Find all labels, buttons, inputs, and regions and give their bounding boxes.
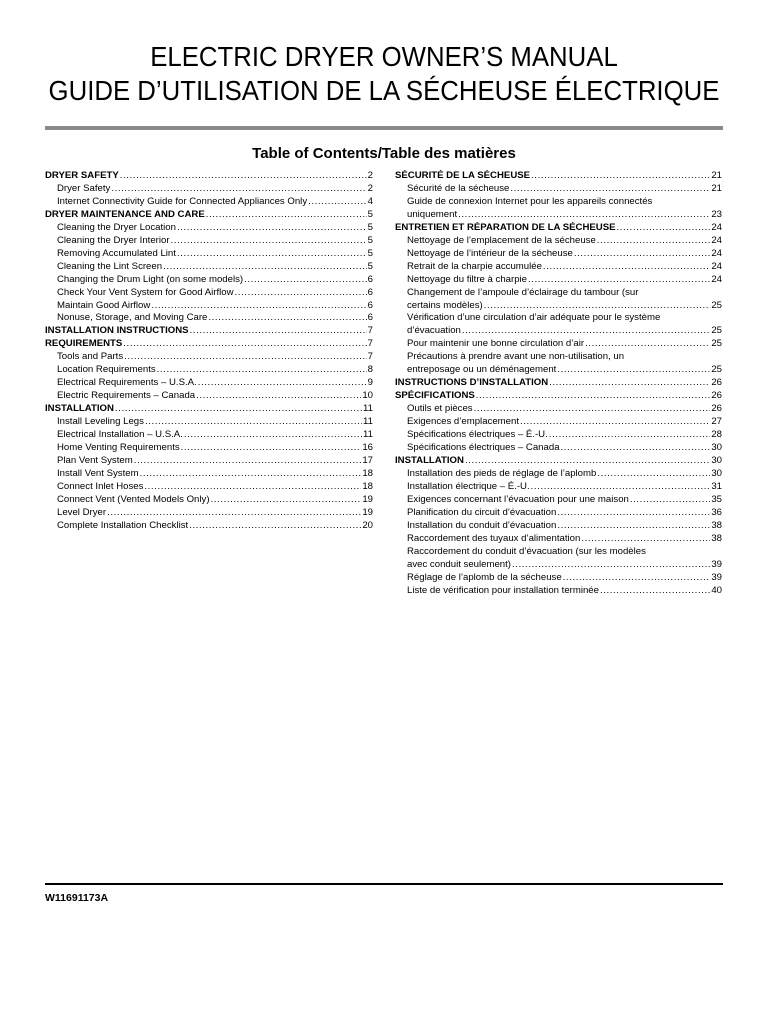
dot-leader <box>177 248 367 261</box>
toc-entry-title: entreposage ou un déménagement <box>407 364 557 376</box>
dot-leader <box>557 507 710 520</box>
toc-entry-title: Changing the Drum Light (on some models) <box>57 273 244 285</box>
toc-entry-page-number: 26 <box>711 377 722 389</box>
toc-entry-page-number: 11 <box>363 403 373 415</box>
toc-subsection-entry <box>45 494 373 507</box>
toc-entry-title: Sécurité de la sécheuse <box>407 182 510 194</box>
toc-entry-title: Nettoyage du filtre à charpie <box>407 273 527 285</box>
toc-entry-page-number: 36 <box>711 506 722 518</box>
toc-entry-title: Nettoyage de l’emplacement de la sécheuse <box>407 234 596 246</box>
toc-subsection-entry <box>45 261 373 274</box>
toc-subsection-entry <box>395 248 722 261</box>
toc-subsection-entry <box>395 585 722 598</box>
toc-entry-page-number: 30 <box>711 467 722 479</box>
toc-section-entry <box>395 377 722 390</box>
toc-subsection-entry <box>45 222 373 235</box>
toc-entry-title: Pour maintenir une bonne circulation d’air <box>407 338 585 350</box>
dot-leader <box>510 183 710 196</box>
toc-entry-page-number: 24 <box>711 247 722 259</box>
toc-entry-page-number: 30 <box>711 442 722 454</box>
toc-subsection-entry <box>395 235 722 248</box>
dot-leader <box>124 351 367 364</box>
dot-leader <box>462 325 710 338</box>
dot-leader <box>617 222 711 235</box>
toc-entry-page-number: 38 <box>711 519 722 531</box>
toc-entry-page-number: 30 <box>711 454 722 466</box>
toc-entry-page-number: 6 <box>367 312 373 324</box>
toc-entry-page-number: 6 <box>367 286 373 298</box>
dot-leader <box>600 585 710 598</box>
toc-entry-page-number: 7 <box>367 325 373 337</box>
toc-subsection-entry <box>45 287 373 300</box>
toc-subsection-entry <box>45 377 373 390</box>
dot-leader <box>107 507 361 520</box>
toc-column-french <box>395 170 722 597</box>
toc-entry-title: Cleaning the Dryer Interior <box>57 234 170 246</box>
toc-entry-title: Liste de vérification pour installation terminée <box>407 584 599 596</box>
dot-leader <box>458 209 710 222</box>
toc-entry-title: ENTRETIEN ET RÉPARATION DE LA SÉCHEUSE <box>395 221 616 233</box>
dot-leader <box>520 416 710 429</box>
toc-subsection-entry <box>45 520 373 533</box>
dot-leader <box>181 442 362 455</box>
toc-subsection-entry <box>395 312 722 338</box>
toc-section-entry <box>45 209 373 222</box>
toc-entry-page-number: 16 <box>362 442 373 454</box>
toc-entry-page-number: 39 <box>711 558 722 570</box>
toc-subsection-entry <box>395 572 722 585</box>
toc-entry-page-number: 17 <box>362 454 373 466</box>
toc-entry-title: Electric Requirements – Canada <box>57 390 196 402</box>
dot-leader <box>476 390 711 403</box>
toc-entry-page-number: 5 <box>367 247 373 259</box>
toc-entry-title: Level Dryer <box>57 506 107 518</box>
toc-entry-title: avec conduit seulement) <box>407 558 511 570</box>
dot-leader <box>208 312 366 325</box>
toc-entry-title-line: Changement de l’ampoule d’éclairage du tambour (sur <box>407 286 639 298</box>
toc-subsection-entry <box>395 533 722 546</box>
toc-subsection-entry <box>395 429 722 442</box>
dot-leader <box>206 209 367 222</box>
toc-entry-title: SÉCURITÉ DE LA SÉCHEUSE <box>395 170 531 181</box>
dot-leader <box>549 377 710 390</box>
toc-entry-title: Retrait de la charpie accumulée <box>407 260 542 272</box>
dot-leader <box>597 235 711 248</box>
toc-subsection-entry <box>45 481 373 494</box>
toc-entry-page-number: 2 <box>367 182 373 194</box>
toc-entry-title: Réglage de l’aplomb de la sécheuse <box>407 571 562 583</box>
toc-subsection-entry <box>45 300 373 313</box>
toc-subsection-entry <box>395 507 722 520</box>
toc-entry-title: Spécifications électriques – É.-U. <box>407 429 548 441</box>
toc-entry-title: Connect Inlet Hoses <box>57 480 144 492</box>
toc-entry-page-number: 24 <box>711 221 722 233</box>
toc-entry-title: Installation électrique – É.-U. <box>407 480 530 492</box>
toc-subsection-entry <box>395 468 722 481</box>
toc-entry-page-number: 18 <box>362 480 373 492</box>
toc-entry-title: Exigences concernant l’évacuation pour une maison <box>407 493 629 505</box>
toc-subsection-entry <box>395 183 722 196</box>
toc-entry-page-number: 38 <box>711 532 722 544</box>
dot-leader <box>171 235 367 248</box>
toc-subsection-entry <box>45 274 373 287</box>
toc-entry-title: Installation des pieds de réglage de l’aplomb <box>407 467 597 479</box>
toc-entry-title: INSTALLATION <box>45 403 114 415</box>
dot-leader <box>140 468 362 481</box>
toc-entry-page-number: 21 <box>711 182 722 194</box>
toc-entry-title: Outils et pièces <box>407 403 473 415</box>
toc-entry-page-number: 27 <box>711 416 722 428</box>
toc-subsection-entry <box>45 416 373 429</box>
toc-entry-page-number: 19 <box>362 493 373 505</box>
toc-entry-page-number: 5 <box>367 260 373 272</box>
toc-entry-page-number: 2 <box>367 170 373 181</box>
dot-leader <box>123 338 366 351</box>
toc-subsection-entry <box>395 442 722 455</box>
toc-subsection-entry <box>45 196 373 209</box>
toc-subsection-entry <box>45 507 373 520</box>
toc-entry-title: DRYER MAINTENANCE AND CARE <box>45 208 205 220</box>
toc-entry-title: Installation du conduit d’évacuation <box>407 519 557 531</box>
toc-subsection-entry <box>45 312 373 325</box>
toc-entry-page-number: 39 <box>711 571 722 583</box>
footer-divider <box>45 883 723 885</box>
dot-leader <box>630 494 710 507</box>
toc-entry-title: Electrical Installation – U.S.A. <box>57 429 183 441</box>
dot-leader <box>557 520 710 533</box>
dot-leader <box>211 494 362 507</box>
dot-leader <box>484 300 711 313</box>
toc-entry-title: INSTRUCTIONS D’INSTALLATION <box>395 377 549 389</box>
dot-leader <box>235 287 367 300</box>
toc-entry-title: Removing Accumulated Lint <box>57 247 176 259</box>
toc-subsection-entry <box>395 546 722 572</box>
toc-section-entry <box>395 170 722 183</box>
toc-entry-page-number: 8 <box>367 364 373 376</box>
toc-entry-page-number: 25 <box>711 299 722 311</box>
toc-entry-title: Dryer Safety <box>57 182 111 194</box>
dot-leader <box>581 533 710 546</box>
dot-leader <box>190 325 367 338</box>
dot-leader <box>465 455 710 468</box>
toc-entry-title: Install Vent System <box>57 467 139 479</box>
toc-entry-page-number: 5 <box>367 208 373 220</box>
dot-leader <box>196 390 361 403</box>
dot-leader <box>134 455 362 468</box>
dot-leader <box>198 377 367 390</box>
toc-entry-title: Home Venting Requirements <box>57 442 180 454</box>
toc-entry-page-number: 5 <box>367 221 373 233</box>
toc-entry-title: SPÉCIFICATIONS <box>395 390 475 402</box>
toc-entry-title: d’évacuation <box>407 325 461 337</box>
toc-entry-page-number: 35 <box>711 493 722 505</box>
toc-entry-page-number: 4 <box>367 195 373 207</box>
toc-entry-title: Raccordement des tuyaux d’alimentation <box>407 532 581 544</box>
toc-entry-page-number: 25 <box>711 364 722 376</box>
toc-entry-title: Tools and Parts <box>57 351 124 363</box>
dot-leader <box>151 300 366 313</box>
dot-leader <box>111 183 366 196</box>
title-french: GUIDE D’UTILISATION DE LA SÉCHEUSE ÉLECTRIQUE <box>48 75 720 106</box>
dot-leader <box>189 520 361 533</box>
dot-leader <box>561 442 711 455</box>
toc-entry-title: Location Requirements <box>57 364 156 376</box>
toc-entry-page-number: 25 <box>711 338 722 350</box>
toc-entry-page-number: 24 <box>711 260 722 272</box>
toc-entry-page-number: 20 <box>362 519 373 531</box>
toc-subsection-entry <box>395 338 722 351</box>
toc-section-entry <box>395 455 722 468</box>
document-number: W11691173A <box>45 892 109 904</box>
dot-leader <box>597 468 710 481</box>
dot-leader <box>557 364 710 377</box>
toc-subsection-entry <box>395 351 722 377</box>
toc-section-entry <box>45 170 373 183</box>
dot-leader <box>474 403 711 416</box>
toc-entry-title: uniquement <box>407 208 458 220</box>
title-english: ELECTRIC DRYER OWNER’S MANUAL <box>150 41 618 72</box>
toc-entry-title: Exigences d’emplacement <box>407 416 519 428</box>
dot-leader <box>512 559 710 572</box>
dot-leader <box>145 416 362 429</box>
toc-subsection-entry <box>45 455 373 468</box>
toc-entry-page-number: 10 <box>362 390 373 402</box>
dot-leader <box>157 364 367 377</box>
toc-subsection-entry <box>395 403 722 416</box>
toc-entry-page-number: 7 <box>367 338 373 350</box>
toc-entry-page-number: 18 <box>362 467 373 479</box>
toc-entry-page-number: 25 <box>711 325 722 337</box>
toc-entry-title: Check Your Vent System for Good Airflow <box>57 286 234 298</box>
toc-subsection-entry <box>395 287 722 313</box>
toc-section-entry <box>395 222 722 235</box>
toc-entry-title-line: Précautions à prendre avant une non-utilisation, un <box>407 351 625 363</box>
toc-subsection-entry <box>395 520 722 533</box>
toc-subsection-entry <box>45 468 373 481</box>
toc-heading: Table of Contents/Table des matières <box>252 145 516 162</box>
dot-leader <box>184 429 362 442</box>
manual-title <box>0 40 768 108</box>
toc-entry-page-number: 21 <box>711 170 722 181</box>
toc-section-entry <box>395 390 722 403</box>
toc-entry-title: Electrical Requirements – U.S.A. <box>57 377 197 389</box>
toc-entry-page-number: 28 <box>711 429 722 441</box>
toc-subsection-entry <box>45 183 373 196</box>
toc-entry-title: Nettoyage de l’intérieur de la sécheuse <box>407 247 573 259</box>
dot-leader <box>528 274 710 287</box>
toc-entry-page-number: 24 <box>711 273 722 285</box>
toc-subsection-entry <box>395 416 722 429</box>
toc-entry-page-number: 26 <box>711 390 722 402</box>
toc-entry-page-number: 5 <box>367 234 373 246</box>
dot-leader <box>531 170 710 183</box>
toc-entry-page-number: 6 <box>367 299 373 311</box>
toc-entry-page-number: 7 <box>367 351 373 363</box>
toc-subsection-entry <box>395 494 722 507</box>
dot-leader <box>563 572 711 585</box>
toc-subsection-entry <box>45 390 373 403</box>
toc-entry-title: Spécifications électriques – Canada <box>407 442 560 454</box>
toc-subsection-entry <box>45 235 373 248</box>
toc-entry-title: Planification du circuit d’évacuation <box>407 506 557 518</box>
toc-subsection-entry <box>45 248 373 261</box>
toc-entry-title: INSTALLATION INSTRUCTIONS <box>45 325 189 337</box>
toc-entry-page-number: 40 <box>711 584 722 596</box>
dot-leader <box>308 196 367 209</box>
toc-entry-title: Install Leveling Legs <box>57 416 144 428</box>
dot-leader <box>144 481 361 494</box>
toc-entry-page-number: 11 <box>363 416 373 428</box>
toc-entry-title: Nonuse, Storage, and Moving Care <box>57 312 208 324</box>
dot-leader <box>177 222 367 235</box>
toc-entry-title-line: Guide de connexion Internet pour les appareils connectés <box>407 195 653 207</box>
toc-entry-page-number: 19 <box>362 506 373 518</box>
toc-entry-title: Connect Vent (Vented Models Only) <box>57 493 210 505</box>
dot-leader <box>543 261 710 274</box>
toc-entry-page-number: 9 <box>367 377 373 389</box>
toc-subsection-entry <box>45 442 373 455</box>
toc-entry-page-number: 24 <box>711 234 722 246</box>
toc-entry-title: Maintain Good Airflow <box>57 299 151 311</box>
toc-entry-title: Complete Installation Checklist <box>57 519 189 531</box>
dot-leader <box>574 248 710 261</box>
dot-leader <box>120 170 367 183</box>
toc-column-english <box>45 170 373 533</box>
toc-subsection-entry <box>395 274 722 287</box>
toc-entry-title: Internet Connectivity Guide for Connected Appliances Only <box>57 195 308 207</box>
toc-entry-page-number: 6 <box>367 273 373 285</box>
toc-subsection-entry <box>45 429 373 442</box>
toc-entry-title: certains modèles) <box>407 299 483 311</box>
toc-entry-page-number: 23 <box>711 208 722 220</box>
toc-subsection-entry <box>395 261 722 274</box>
toc-subsection-entry <box>45 351 373 364</box>
toc-entry-title: Plan Vent System <box>57 454 133 466</box>
toc-entry-title: REQUIREMENTS <box>45 338 123 350</box>
dot-leader <box>531 481 711 494</box>
toc-subsection-entry <box>395 196 722 222</box>
toc-section-entry <box>45 338 373 351</box>
toc-entry-page-number: 26 <box>711 403 722 415</box>
title-divider <box>45 126 723 130</box>
toc-entry-title-line: Vérification d’une circulation d’air adéquate pour le système <box>407 312 661 324</box>
toc-entry-title: Cleaning the Lint Screen <box>57 260 163 272</box>
dot-leader <box>115 403 362 416</box>
toc-entry-title: INSTALLATION <box>395 454 464 466</box>
toc-subsection-entry <box>45 364 373 377</box>
toc-entry-title: DRYER SAFETY <box>45 170 119 181</box>
toc-subsection-entry <box>395 481 722 494</box>
toc-entry-page-number: 11 <box>363 429 373 441</box>
toc-entry-title-line: Raccordement du conduit d’évacuation (sur les modèles <box>407 545 646 557</box>
dot-leader <box>585 338 710 351</box>
dot-leader <box>244 274 367 287</box>
toc-entry-title: Cleaning the Dryer Location <box>57 221 176 233</box>
dot-leader <box>549 429 711 442</box>
toc-entry-page-number: 31 <box>711 480 722 492</box>
toc-section-entry <box>45 403 373 416</box>
dot-leader <box>163 261 367 274</box>
toc-section-entry <box>45 325 373 338</box>
